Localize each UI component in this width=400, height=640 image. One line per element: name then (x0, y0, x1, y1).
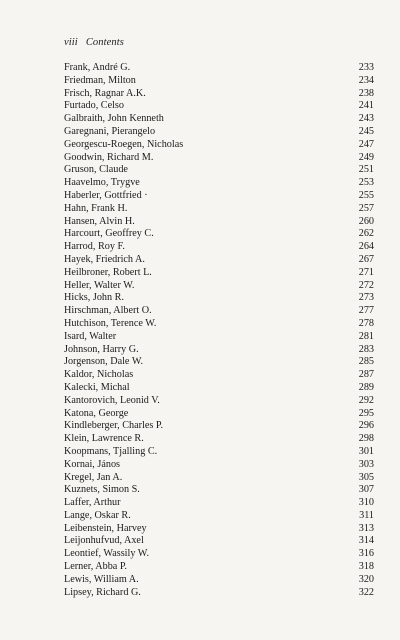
contents-entry (64, 561, 374, 574)
entry-name: Harcourt, Geoffrey C. (64, 228, 154, 240)
entry-page-number: 262 (358, 228, 374, 240)
entry-name: Harrod, Roy F. (64, 241, 125, 253)
entry-page-number: 320 (358, 573, 374, 585)
contents-entry (64, 113, 374, 126)
contents-entry (64, 139, 374, 152)
entry-name: Heller, Walter W. (64, 279, 135, 291)
contents-entry (64, 523, 374, 536)
contents-entry (64, 88, 374, 101)
entry-name: Hahn, Frank H. (64, 202, 128, 214)
entry-name: Hansen, Alvin H. (64, 215, 135, 227)
contents-entry (64, 62, 374, 75)
entry-name: Hayek, Friedrich A. (64, 253, 145, 265)
contents-entry (64, 75, 374, 88)
contents-entry (64, 587, 374, 600)
entry-name: Leijonhufvud, Axel (64, 535, 144, 547)
entry-name: Kuznets, Simon S. (64, 484, 140, 496)
contents-entry (64, 459, 374, 472)
entry-name: Friedman, Milton (64, 74, 136, 86)
entry-name: Furtado, Celso (64, 100, 124, 112)
entry-name: Kregel, Jan A. (64, 471, 123, 483)
contents-entry (64, 548, 374, 561)
entry-page-number: 241 (358, 100, 374, 112)
entry-page-number: 295 (358, 407, 374, 419)
contents-list (64, 62, 374, 599)
contents-entry (64, 484, 374, 497)
contents-entry (64, 241, 374, 254)
entry-name: Kalecki, Michal (64, 381, 130, 393)
entry-page-number: 271 (358, 266, 374, 278)
contents-entry (64, 574, 374, 587)
entry-name: Frisch, Ragnar A.K. (64, 87, 146, 99)
entry-page-number: 267 (358, 253, 374, 265)
entry-page-number: 322 (358, 586, 374, 598)
entry-page-number: 251 (358, 164, 374, 176)
entry-page-number: 245 (358, 125, 374, 137)
entry-name: Hicks, John R. (64, 292, 124, 304)
entry-page-number: 301 (358, 445, 374, 457)
entry-page-number: 285 (358, 356, 374, 368)
entry-name: Haberler, Gottfried · (64, 189, 148, 201)
entry-page-number: 260 (358, 215, 374, 227)
entry-name: Johnson, Harry G. (64, 343, 139, 355)
entry-page-number: 298 (358, 433, 374, 445)
entry-name: Galbraith, John Kenneth (64, 113, 164, 125)
entry-name: Isard, Walter (64, 330, 117, 342)
entry-page-number: 292 (358, 394, 374, 406)
entry-name: Leontief, Wassily W. (64, 548, 150, 560)
contents-entry (64, 420, 374, 433)
contents-entry (64, 356, 374, 369)
entry-name: Lewis, William A. (64, 573, 139, 585)
contents-entry (64, 510, 374, 523)
entry-page-number: 249 (358, 151, 374, 163)
entry-name: Kornai, János (64, 458, 121, 470)
entry-page-number: 287 (358, 369, 374, 381)
contents-entry (64, 203, 374, 216)
entry-page-number: 272 (358, 279, 374, 291)
contents-entry (64, 344, 374, 357)
entry-page-number: 273 (358, 292, 374, 304)
contents-entry (64, 254, 374, 267)
contents-entry (64, 472, 374, 485)
entry-page-number: 313 (358, 522, 374, 534)
entry-page-number: 238 (358, 87, 374, 99)
contents-entry (64, 395, 374, 408)
entry-name: Jorgenson, Dale W. (64, 356, 144, 368)
entry-name: Kaldor, Nicholas (64, 369, 134, 381)
contents-entry (64, 292, 374, 305)
entry-page-number: 305 (358, 471, 374, 483)
entry-name: Leibenstein, Harvey (64, 522, 147, 534)
contents-entry (64, 382, 374, 395)
entry-page-number: 283 (358, 343, 374, 355)
entry-name: Lipsey, Richard G. (64, 586, 141, 598)
entry-name: Laffer, Arthur (64, 497, 121, 509)
contents-entry (64, 305, 374, 318)
entry-page-number: 243 (358, 113, 374, 125)
entry-page-number: 255 (358, 189, 374, 201)
entry-name: Goodwin, Richard M. (64, 151, 154, 163)
contents-entry (64, 228, 374, 241)
entry-page-number: 257 (358, 202, 374, 214)
contents-entry (64, 331, 374, 344)
entry-name: Hirschman, Albert O. (64, 305, 152, 317)
contents-entry (64, 535, 374, 548)
entry-page-number: 253 (358, 177, 374, 189)
entry-page-number: 247 (358, 138, 374, 150)
contents-entry (64, 100, 374, 113)
contents-entry (64, 190, 374, 203)
entry-name: Lange, Oskar R. (64, 509, 131, 521)
entry-page-number: 296 (358, 420, 374, 432)
entry-name: Katona, George (64, 407, 129, 419)
contents-entry (64, 216, 374, 229)
running-title: Contents (85, 37, 124, 48)
entry-name: Hutchison, Terence W. (64, 317, 157, 329)
entry-page-number: 318 (358, 561, 374, 573)
contents-entry (64, 369, 374, 382)
entry-name: Klein, Lawrence R. (64, 433, 144, 445)
entry-page-number: 314 (358, 535, 374, 547)
contents-entry (64, 280, 374, 293)
entry-page-number: 289 (358, 381, 374, 393)
entry-page-number: 303 (358, 458, 374, 470)
contents-entry (64, 267, 374, 280)
entry-page-number: 264 (358, 241, 374, 253)
contents-entry (64, 497, 374, 510)
entry-name: Lerner, Abba P. (64, 561, 127, 573)
contents-entry (64, 408, 374, 421)
entry-page-number: 310 (358, 497, 374, 509)
entry-page-number: 316 (358, 548, 374, 560)
entry-name: Haavelmo, Trygve (64, 177, 140, 189)
entry-page-number: 281 (358, 330, 374, 342)
entry-name: Kantorovich, Leonid V. (64, 394, 160, 406)
entry-page-number: 234 (358, 74, 374, 86)
entry-name: Koopmans, Tjalling C. (64, 445, 158, 457)
entry-page-number: 233 (358, 62, 374, 73)
entry-name: Garegnani, Pierangelo (64, 125, 156, 137)
entry-name: Kindleberger, Charles P. (64, 420, 163, 432)
contents-entry (64, 164, 374, 177)
entry-name: Gruson, Claude (64, 164, 128, 176)
contents-entry (64, 446, 374, 459)
entry-name: Georgescu-Roegen, Nicholas (64, 138, 184, 150)
page-roman-numeral: viii (64, 37, 78, 48)
contents-entry (64, 433, 374, 446)
entry-name: Heilbroner, Robert L. (64, 266, 152, 278)
entry-page-number: 277 (358, 305, 374, 317)
contents-entry (64, 318, 374, 331)
contents-entry (64, 177, 374, 190)
entry-page-number: 311 (359, 509, 374, 521)
entry-name: Frank, André G. (64, 62, 131, 73)
entry-page-number: 278 (358, 317, 374, 329)
running-header (64, 37, 124, 48)
entry-page-number: 307 (358, 484, 374, 496)
contents-entry (64, 126, 374, 139)
contents-entry (64, 152, 374, 165)
